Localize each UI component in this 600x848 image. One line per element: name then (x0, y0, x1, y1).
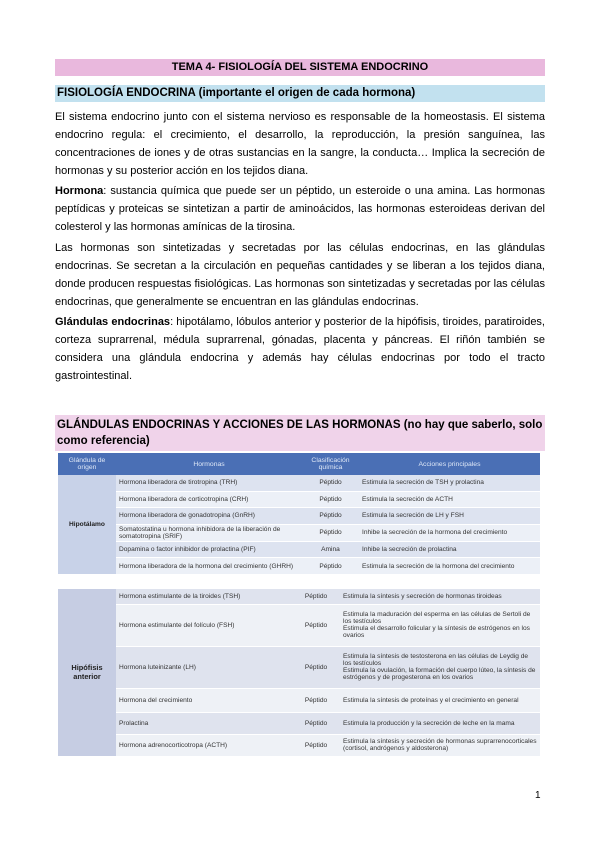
action-cell: Estimula la producción y la secreción de leche en la mama (340, 712, 540, 734)
page-number: 1 (535, 790, 541, 801)
gland-cell: Hipotálamo (58, 475, 116, 574)
table-row (58, 646, 540, 688)
class-cell: Péptido (292, 734, 340, 756)
hormone-cell: Hormona del crecimiento (116, 688, 292, 712)
class-cell: Péptido (292, 589, 340, 604)
class-cell: Péptido (292, 646, 340, 688)
class-cell: Péptido (302, 508, 359, 525)
action-cell: Inhibe la secreción de prolactina (359, 541, 540, 558)
gland-cell: Hipófisis anterior (58, 589, 116, 756)
hormone-cell: Hormona luteinizante (LH) (116, 646, 292, 688)
action-cell: Estimula la secreción de LH y FSH (359, 508, 540, 525)
table-row (58, 475, 540, 491)
action-cell: Estimula la secreción de ACTH (359, 491, 540, 508)
header-gland: Glándula de origen (58, 453, 116, 475)
action-cell: Inhibe la secreción de la hormona del crecimiento (359, 524, 540, 541)
hormone-cell: Somatostatina u hormona inhibidora de la liberación de somatotropina (SRIF) (116, 524, 302, 541)
table-row (58, 541, 540, 558)
hormone-cell: Hormona liberadora de corticotropina (CRH) (116, 491, 302, 508)
class-cell: Amina (302, 541, 359, 558)
hormone-cell: Hormona liberadora de la hormona del crecimiento (GHRH) (116, 558, 302, 575)
section-heading-glandulas: GLÁNDULAS ENDOCRINAS Y ACCIONES DE LAS HORMONAS (no hay que saberlo, solo como referencia) (55, 415, 545, 451)
header-classification: Clasificación química (302, 453, 359, 475)
action-cell: Estimula la síntesis de testosterona en las células de Leydig de los testículos Estimula la ovulación, la formación del cuerpo lúteo, la síntesis de estrógenos y de progesterona en los ovarios (340, 646, 540, 688)
hormone-cell: Hormona liberadora de tirotropina (TRH) (116, 475, 302, 491)
action-cell: Estimula la maduración del esperma en las células de Sertoli de los testículos Estimula el desarrollo folicular y la síntesis de estrógenos en los ovarios (340, 604, 540, 646)
table-header-row (58, 453, 540, 475)
action-cell: Estimula la secreción de TSH y prolactina (359, 475, 540, 491)
anterior-pituitary-table (58, 589, 540, 757)
hypothalamus-table (58, 453, 540, 575)
hormone-cell: Hormona liberadora de gonadotropina (GnRH) (116, 508, 302, 525)
header-actions: Acciones principales (359, 453, 540, 475)
action-cell: Estimula la síntesis y secreción de hormonas tiroideas (340, 589, 540, 604)
class-cell: Péptido (302, 558, 359, 575)
term-hormona: Hormona (55, 185, 104, 197)
hormone-cell: Dopamina o factor inhibidor de prolactina (PIF) (116, 541, 302, 558)
class-cell: Péptido (302, 524, 359, 541)
definition-hormona: : sustancia química que puede ser un péptido, un esteroide o una amina. Las hormonas peptídicas y proteicas se sintetizan a partir de aminoácidos, las hormonas esteroideas derivan del colesterol y las hormonas amínicas de la tirosina. (55, 185, 545, 233)
paragraph-secrecion: Las hormonas son sintetizadas y secretadas por las células endocrinas, en las glándulas endocrinas. Se secretan a la circulación en pequeñas cantidades y se liberan a los tejidos diana, donde producen respuestas fisiológicas. Las hormonas son sintetizadas y secretadas por las células endocrinas, que generalmente se encuentran en las glándulas endocrinas. (55, 242, 545, 308)
definition-glandulas: : hipotálamo, lóbulos anterior y posterior de la hipófisis, tiroides, paratiroides, corteza suprarrenal, médula suprarrenal, gónadas, placenta y páncreas. El riñón también se considera una glándula endocrina y además hay células endocrinas por todo el tracto gastrointestinal. (55, 316, 545, 382)
table-row (58, 524, 540, 541)
table-row (58, 589, 540, 604)
table-row (58, 604, 540, 646)
paragraph-intro: El sistema endocrino junto con el sistema nervioso es responsable de la homeostasis. El sistema endocrino regula: el crecimiento, el desarrollo, la reproducción, la presión sanguínea, las concentraciones de iones y de otras sustancias en la sangre, la conducta… Implica la secreción de hormonas y su posterior acción en los tejidos diana. (55, 111, 545, 177)
term-glandulas: Glándulas endocrinas (55, 316, 171, 328)
hormone-cell: Hormona estimulante de la tiroides (TSH) (116, 589, 292, 604)
class-cell: Péptido (292, 712, 340, 734)
class-cell: Péptido (292, 604, 340, 646)
action-cell: Estimula la secreción de la hormona del crecimiento (359, 558, 540, 575)
class-cell: Péptido (292, 688, 340, 712)
action-cell: Estimula la síntesis de proteínas y el crecimiento en general (340, 688, 540, 712)
table-row (58, 688, 540, 712)
table-row (58, 734, 540, 756)
class-cell: Péptido (302, 475, 359, 491)
class-cell: Péptido (302, 491, 359, 508)
action-cell: Estimula la síntesis y secreción de hormonas suprarrenocorticales (cortisol, andrógenos y aldosterona) (340, 734, 540, 756)
table-row (58, 508, 540, 525)
paragraph-glandulas (55, 313, 545, 385)
hormone-cell: Hormona adrenocorticotropa (ACTH) (116, 734, 292, 756)
hormone-cell: Prolactina (116, 712, 292, 734)
page-title: TEMA 4- FISIOLOGÍA DEL SISTEMA ENDOCRINO (55, 59, 545, 76)
section-heading-fisiologia: FISIOLOGÍA ENDOCRINA (importante el origen de cada hormona) (55, 85, 545, 102)
table-row (58, 712, 540, 734)
hormone-cell: Hormona estimulante del folículo (FSH) (116, 604, 292, 646)
header-hormones: Hormonas (116, 453, 302, 475)
table-row (58, 558, 540, 575)
paragraph-hormona (55, 182, 545, 236)
table-row (58, 491, 540, 508)
